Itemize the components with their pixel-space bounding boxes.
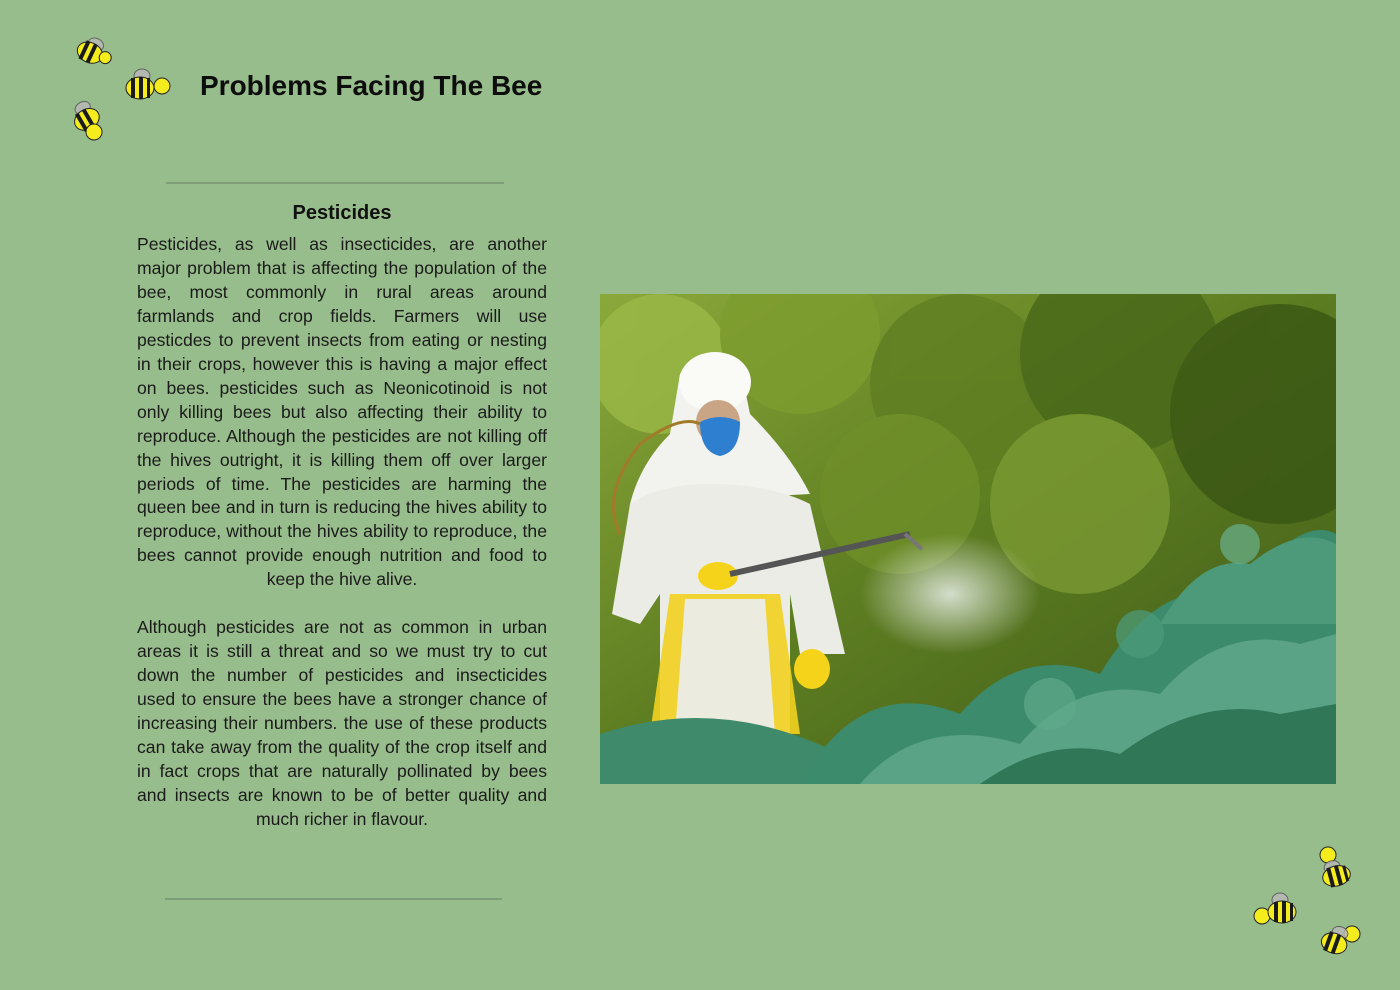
bee-icon [66,92,112,147]
section-heading: Pesticides [292,202,392,224]
bee-icon [70,30,116,81]
body-text [137,233,547,832]
paragraph: Although pesticides are not as common in urban areas it is still a threat and so we must try to cut down the number of pesticides and insecticides used to ensure the bees have a stronger chance of increasing their numbers. the use of these products can take away from the quality of the crop itself and in fact crops that are naturally pollinated by bees and insects are known to be of better quality and much richer in flavour. [137,617,547,829]
divider [166,182,504,184]
farmer-spraying-photo [600,294,1336,784]
paragraph: Pesticides, as well as insecticides, are another major problem that is affecting the population of the bee, most commonly in rural areas around farmlands and crop fields. Farmers will use pesticdes to prevent insects from eating or nesting in their crops, however this is having a major effect on bees. pesticides such as Neonicotinoid is not only killing bees but also affecting their ability to reproduce. Although the pesticides are not killing off the hives outright, it is killing them off over larger periods of time. The pesticides are harming the queen bee and in turn is reducing the hives ability to reproduce, without the hives ability to reproduce, the bees cannot provide enough nutrition and food to keep the hive alive. [137,234,547,590]
bee-icon [120,64,172,113]
bee-icon [1314,916,1364,971]
bee-icon [1312,844,1360,899]
bee-icon [1250,886,1302,937]
divider [165,898,502,900]
page-title: Problems Facing The Bee [200,70,543,101]
